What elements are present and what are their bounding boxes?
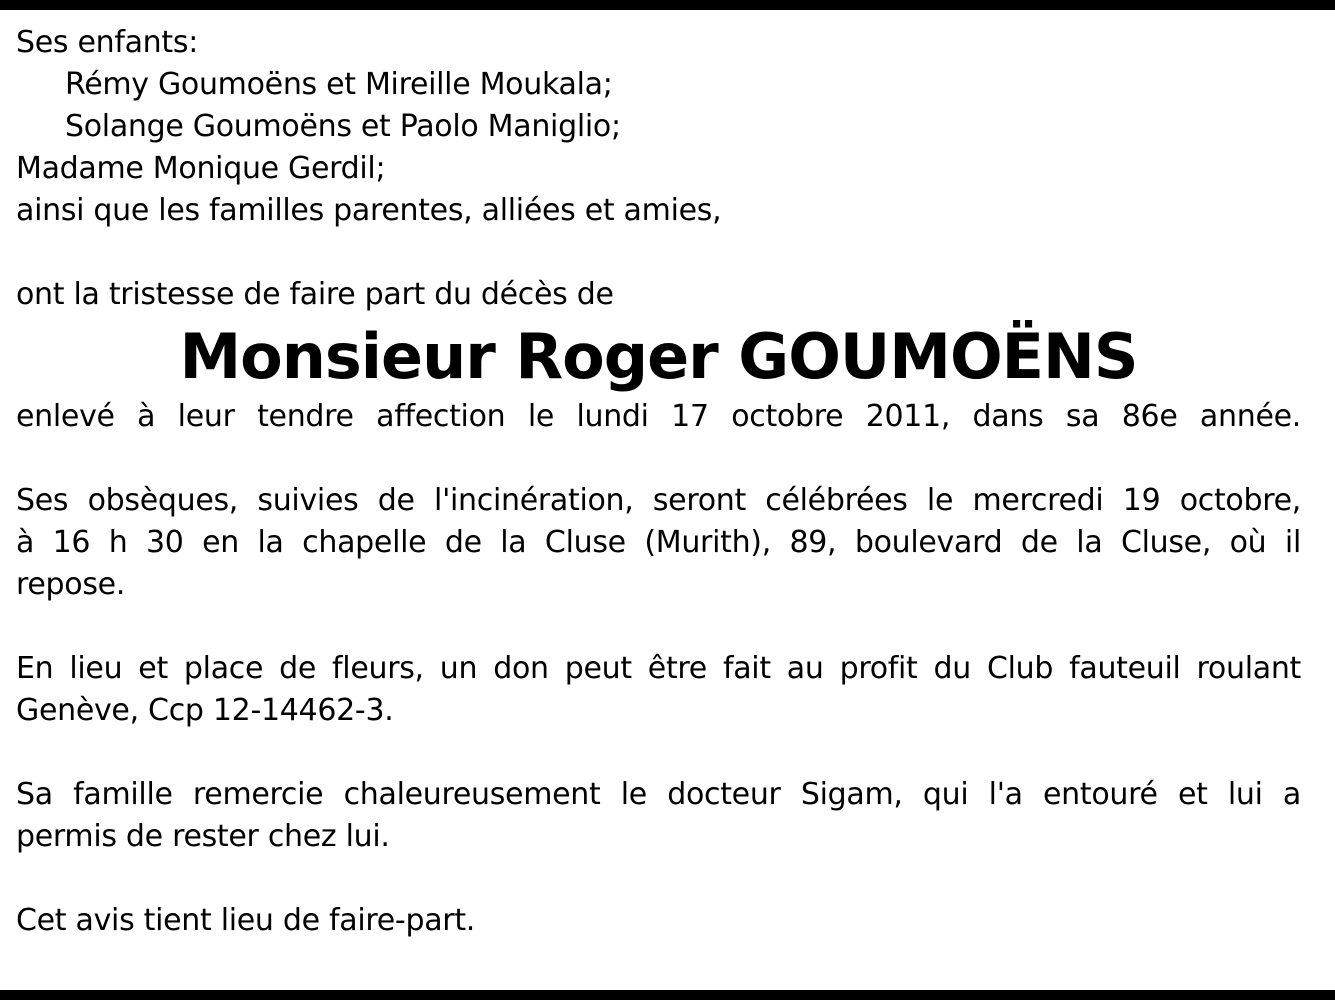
child-entry-2: Solange Goumoëns et Paolo Maniglio; [65, 109, 621, 144]
spacer [16, 606, 1301, 648]
family-intro: Ses enfants: [16, 25, 198, 60]
spacer [16, 858, 1301, 900]
families-line: ainsi que les familles parentes, alliées et amies, [16, 193, 722, 228]
funeral-line-1: Ses obsèques, suivies de l'incinération, seront célébrées le mercredi 19 octobre, [16, 483, 1301, 518]
thanks-line-2: permis de rester chez lui. [16, 819, 390, 854]
death-line: enlevé à leur tendre affection le lundi 17 octobre 2011, dans sa 86e année. [16, 399, 1301, 434]
spacer [16, 438, 1301, 480]
child-entry-1: Rémy Goumoëns et Mireille Moukala; [65, 67, 613, 102]
funeral-line-3: repose. [16, 567, 126, 602]
announcement: ont la tristesse de faire part du décès de [16, 277, 614, 312]
other-relative: Madame Monique Gerdil; [16, 151, 386, 186]
deceased-name: Monsieur Roger GOUMOËNS [179, 320, 1138, 393]
spacer [16, 232, 1301, 274]
closing-line: Cet avis tient lieu de faire-part. [16, 903, 476, 938]
donation-line-2: Genève, Ccp 12-14462-3. [16, 693, 394, 728]
thanks-line-1: Sa famille remercie chaleureusement le docteur Sigam, qui l'a entouré et lui a [16, 777, 1301, 812]
spacer [16, 732, 1301, 774]
funeral-line-2: à 16 h 30 en la chapelle de la Cluse (Murith), 89, boulevard de la Cluse, où il [16, 525, 1301, 560]
bottom-border-rule [0, 990, 1335, 1000]
donation-line-1: En lieu et place de fleurs, un don peut être fait au profit du Club fauteuil roulant [16, 651, 1301, 686]
top-border-rule [0, 0, 1335, 10]
obituary-notice [16, 22, 1301, 942]
